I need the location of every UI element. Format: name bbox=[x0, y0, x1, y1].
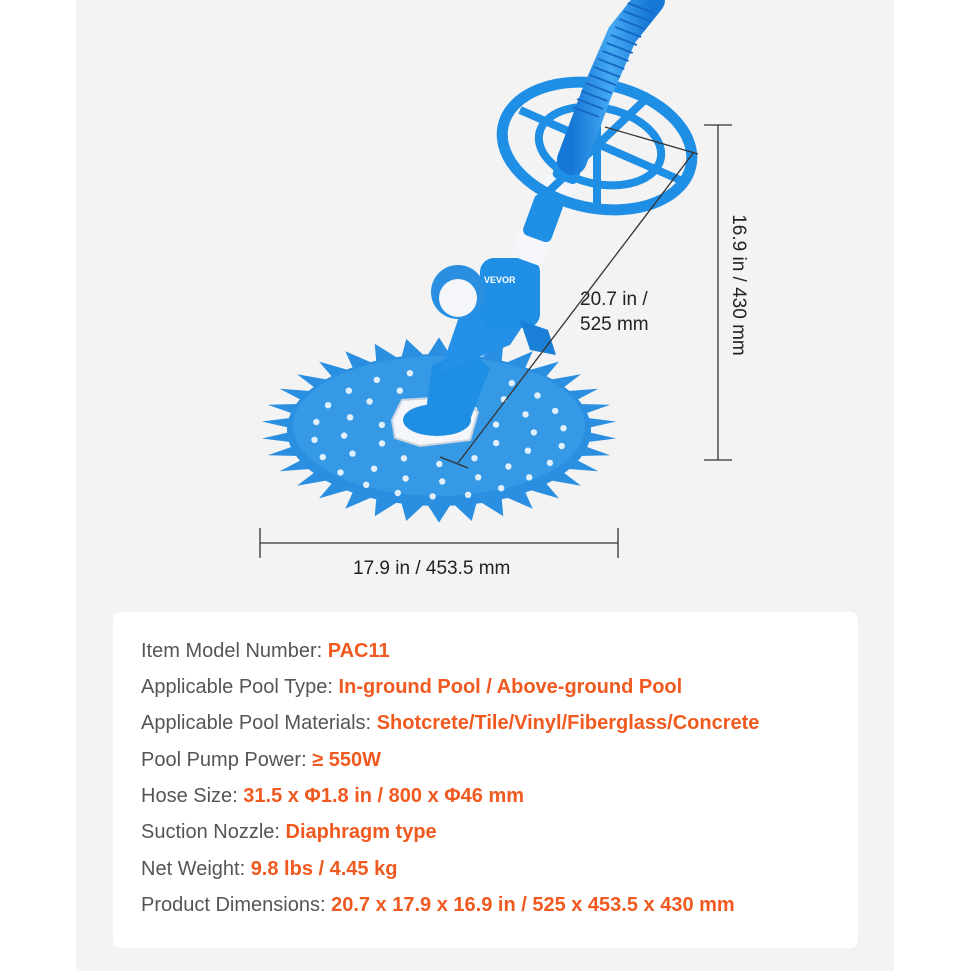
disk-hole bbox=[379, 440, 385, 446]
spec-value: In-ground Pool / Above-ground Pool bbox=[338, 676, 683, 698]
disk-hole bbox=[509, 380, 515, 386]
spec-label: Applicable Pool Materials: bbox=[141, 712, 377, 734]
spec-row-product-dimensions bbox=[141, 894, 735, 917]
disk-hole bbox=[559, 443, 565, 449]
depth-dimension-label bbox=[580, 287, 649, 337]
disk-hole bbox=[560, 425, 566, 431]
disk-hole bbox=[363, 482, 369, 488]
disk-hole bbox=[493, 421, 499, 427]
spec-label: Hose Size: bbox=[141, 785, 244, 807]
disk-hole bbox=[430, 493, 436, 499]
disk-hole bbox=[439, 478, 445, 484]
disk-hole bbox=[395, 490, 401, 496]
spec-label: Item Model Number: bbox=[141, 640, 328, 662]
disk-hole bbox=[547, 460, 553, 466]
disk-hole bbox=[522, 411, 528, 417]
spec-label: Net Weight: bbox=[141, 858, 251, 880]
disk-hole bbox=[526, 474, 532, 480]
spec-value: 20.7 x 17.9 x 16.9 in / 525 x 453.5 x 430 mm bbox=[331, 894, 735, 916]
disk-hole bbox=[337, 469, 343, 475]
disk-hole bbox=[525, 448, 531, 454]
disk-hole bbox=[313, 419, 319, 425]
spec-label: Pool Pump Power: bbox=[141, 749, 313, 771]
disk-hole bbox=[465, 492, 471, 498]
disk-hole bbox=[552, 408, 558, 414]
spec-row-pump-power bbox=[141, 749, 381, 772]
disk-hole bbox=[320, 454, 326, 460]
disk-hole bbox=[498, 485, 504, 491]
spec-row-hose-size bbox=[141, 785, 524, 808]
spec-value: Shotcrete/Tile/Vinyl/Fiberglass/Concrete bbox=[376, 712, 760, 734]
disk-hole bbox=[346, 388, 352, 394]
width-dimension-label: 17.9 in / 453.5 mm bbox=[353, 558, 511, 579]
depth-dimension-line1: 20.7 in / bbox=[580, 289, 648, 310]
height-dimension-label: 16.9 in / 430 mm bbox=[728, 214, 749, 356]
spec-row-pool-materials bbox=[141, 712, 759, 735]
disk-hole bbox=[366, 398, 372, 404]
spec-row-suction-nozzle bbox=[141, 821, 437, 844]
spec-value: Diaphragm type bbox=[285, 821, 437, 843]
spec-label: Applicable Pool Type: bbox=[141, 676, 339, 698]
disk-hole bbox=[341, 432, 347, 438]
disk-hole bbox=[493, 440, 499, 446]
spec-row-pool-type bbox=[141, 676, 682, 699]
disk-hole bbox=[534, 392, 540, 398]
disk-hole bbox=[401, 455, 407, 461]
specifications-card bbox=[113, 612, 858, 948]
disk-hole bbox=[471, 455, 477, 461]
disk-hole bbox=[379, 422, 385, 428]
disk-hole bbox=[347, 414, 353, 420]
disk-hole bbox=[402, 475, 408, 481]
spec-value: PAC11 bbox=[327, 640, 390, 662]
depth-dimension-line2: 525 mm bbox=[580, 314, 649, 335]
spec-label: Suction Nozzle: bbox=[141, 821, 286, 843]
disk-hole bbox=[397, 388, 403, 394]
disk-hole bbox=[371, 466, 377, 472]
disk-hole bbox=[325, 402, 331, 408]
spec-value: ≥ 550W bbox=[312, 749, 381, 771]
disk-hole bbox=[407, 370, 413, 376]
brand-mark: VEVOR bbox=[484, 275, 516, 285]
disk-hole bbox=[374, 377, 380, 383]
disk-hole bbox=[311, 437, 317, 443]
spec-label: Product Dimensions: bbox=[141, 894, 332, 916]
spec-value: 31.5 x Φ1.8 in / 800 x Φ46 mm bbox=[243, 785, 525, 807]
spec-value: 9.8 lbs / 4.45 kg bbox=[250, 858, 398, 880]
disk-hole bbox=[349, 450, 355, 456]
disk-hole bbox=[436, 461, 442, 467]
disk-hole bbox=[505, 463, 511, 469]
disk-hole bbox=[531, 429, 537, 435]
disk-hole bbox=[475, 474, 481, 480]
spec-row-net-weight bbox=[141, 858, 397, 881]
spec-row-model-number bbox=[141, 640, 390, 663]
